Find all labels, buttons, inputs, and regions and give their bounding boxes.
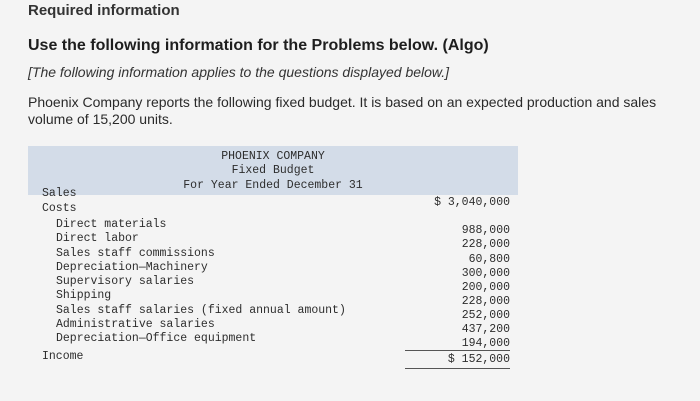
cost-value: 200,000 <box>461 281 510 294</box>
cost-value: 437,200 <box>461 323 510 336</box>
cost-value: 228,000 <box>461 238 510 251</box>
cost-label: Depreciation—Machinery <box>56 261 208 274</box>
problem-heading: Use the following information for the Problems below. (Algo) <box>28 37 489 54</box>
cost-label: Direct labor <box>56 232 139 245</box>
cost-value: 60,800 <box>468 253 510 266</box>
income-label: Income <box>42 350 84 363</box>
cost-label: Sales staff commissions <box>56 247 215 260</box>
budget-title: Fixed Budget <box>231 164 315 177</box>
instruction-note: [The following information applies to the questions displayed below.] <box>28 64 450 80</box>
cost-label: Administrative salaries <box>56 318 215 331</box>
sales-value: $ 3,040,000 <box>434 196 510 209</box>
cost-value: 300,000 <box>461 267 510 280</box>
company-name: PHOENIX COMPANY <box>221 150 325 163</box>
intro-paragraph: Phoenix Company reports the following fixed budget. It is based on an expected production and sales volume of 15,200 units. <box>28 94 657 127</box>
income-double-rule <box>405 368 510 369</box>
subtotal-rule <box>405 350 510 351</box>
cost-label: Supervisory salaries <box>56 275 195 288</box>
cost-value: 252,000 <box>461 309 510 322</box>
income-value: $ 152,000 <box>447 353 510 366</box>
cost-label: Sales staff salaries (fixed annual amount) <box>56 304 346 317</box>
required-information-label: Required information <box>28 2 180 19</box>
cost-value: 194,000 <box>461 337 510 350</box>
costs-label: Costs <box>42 202 77 215</box>
cost-label: Direct materials <box>56 218 167 231</box>
budget-period: For Year Ended December 31 <box>183 179 363 192</box>
cost-label: Shipping <box>56 289 112 302</box>
cost-label: Depreciation—Office equipment <box>56 332 257 345</box>
sales-label: Sales <box>42 187 77 200</box>
cost-value: 988,000 <box>461 224 510 237</box>
cost-value: 228,000 <box>461 295 510 308</box>
budget-table-header <box>28 146 518 195</box>
